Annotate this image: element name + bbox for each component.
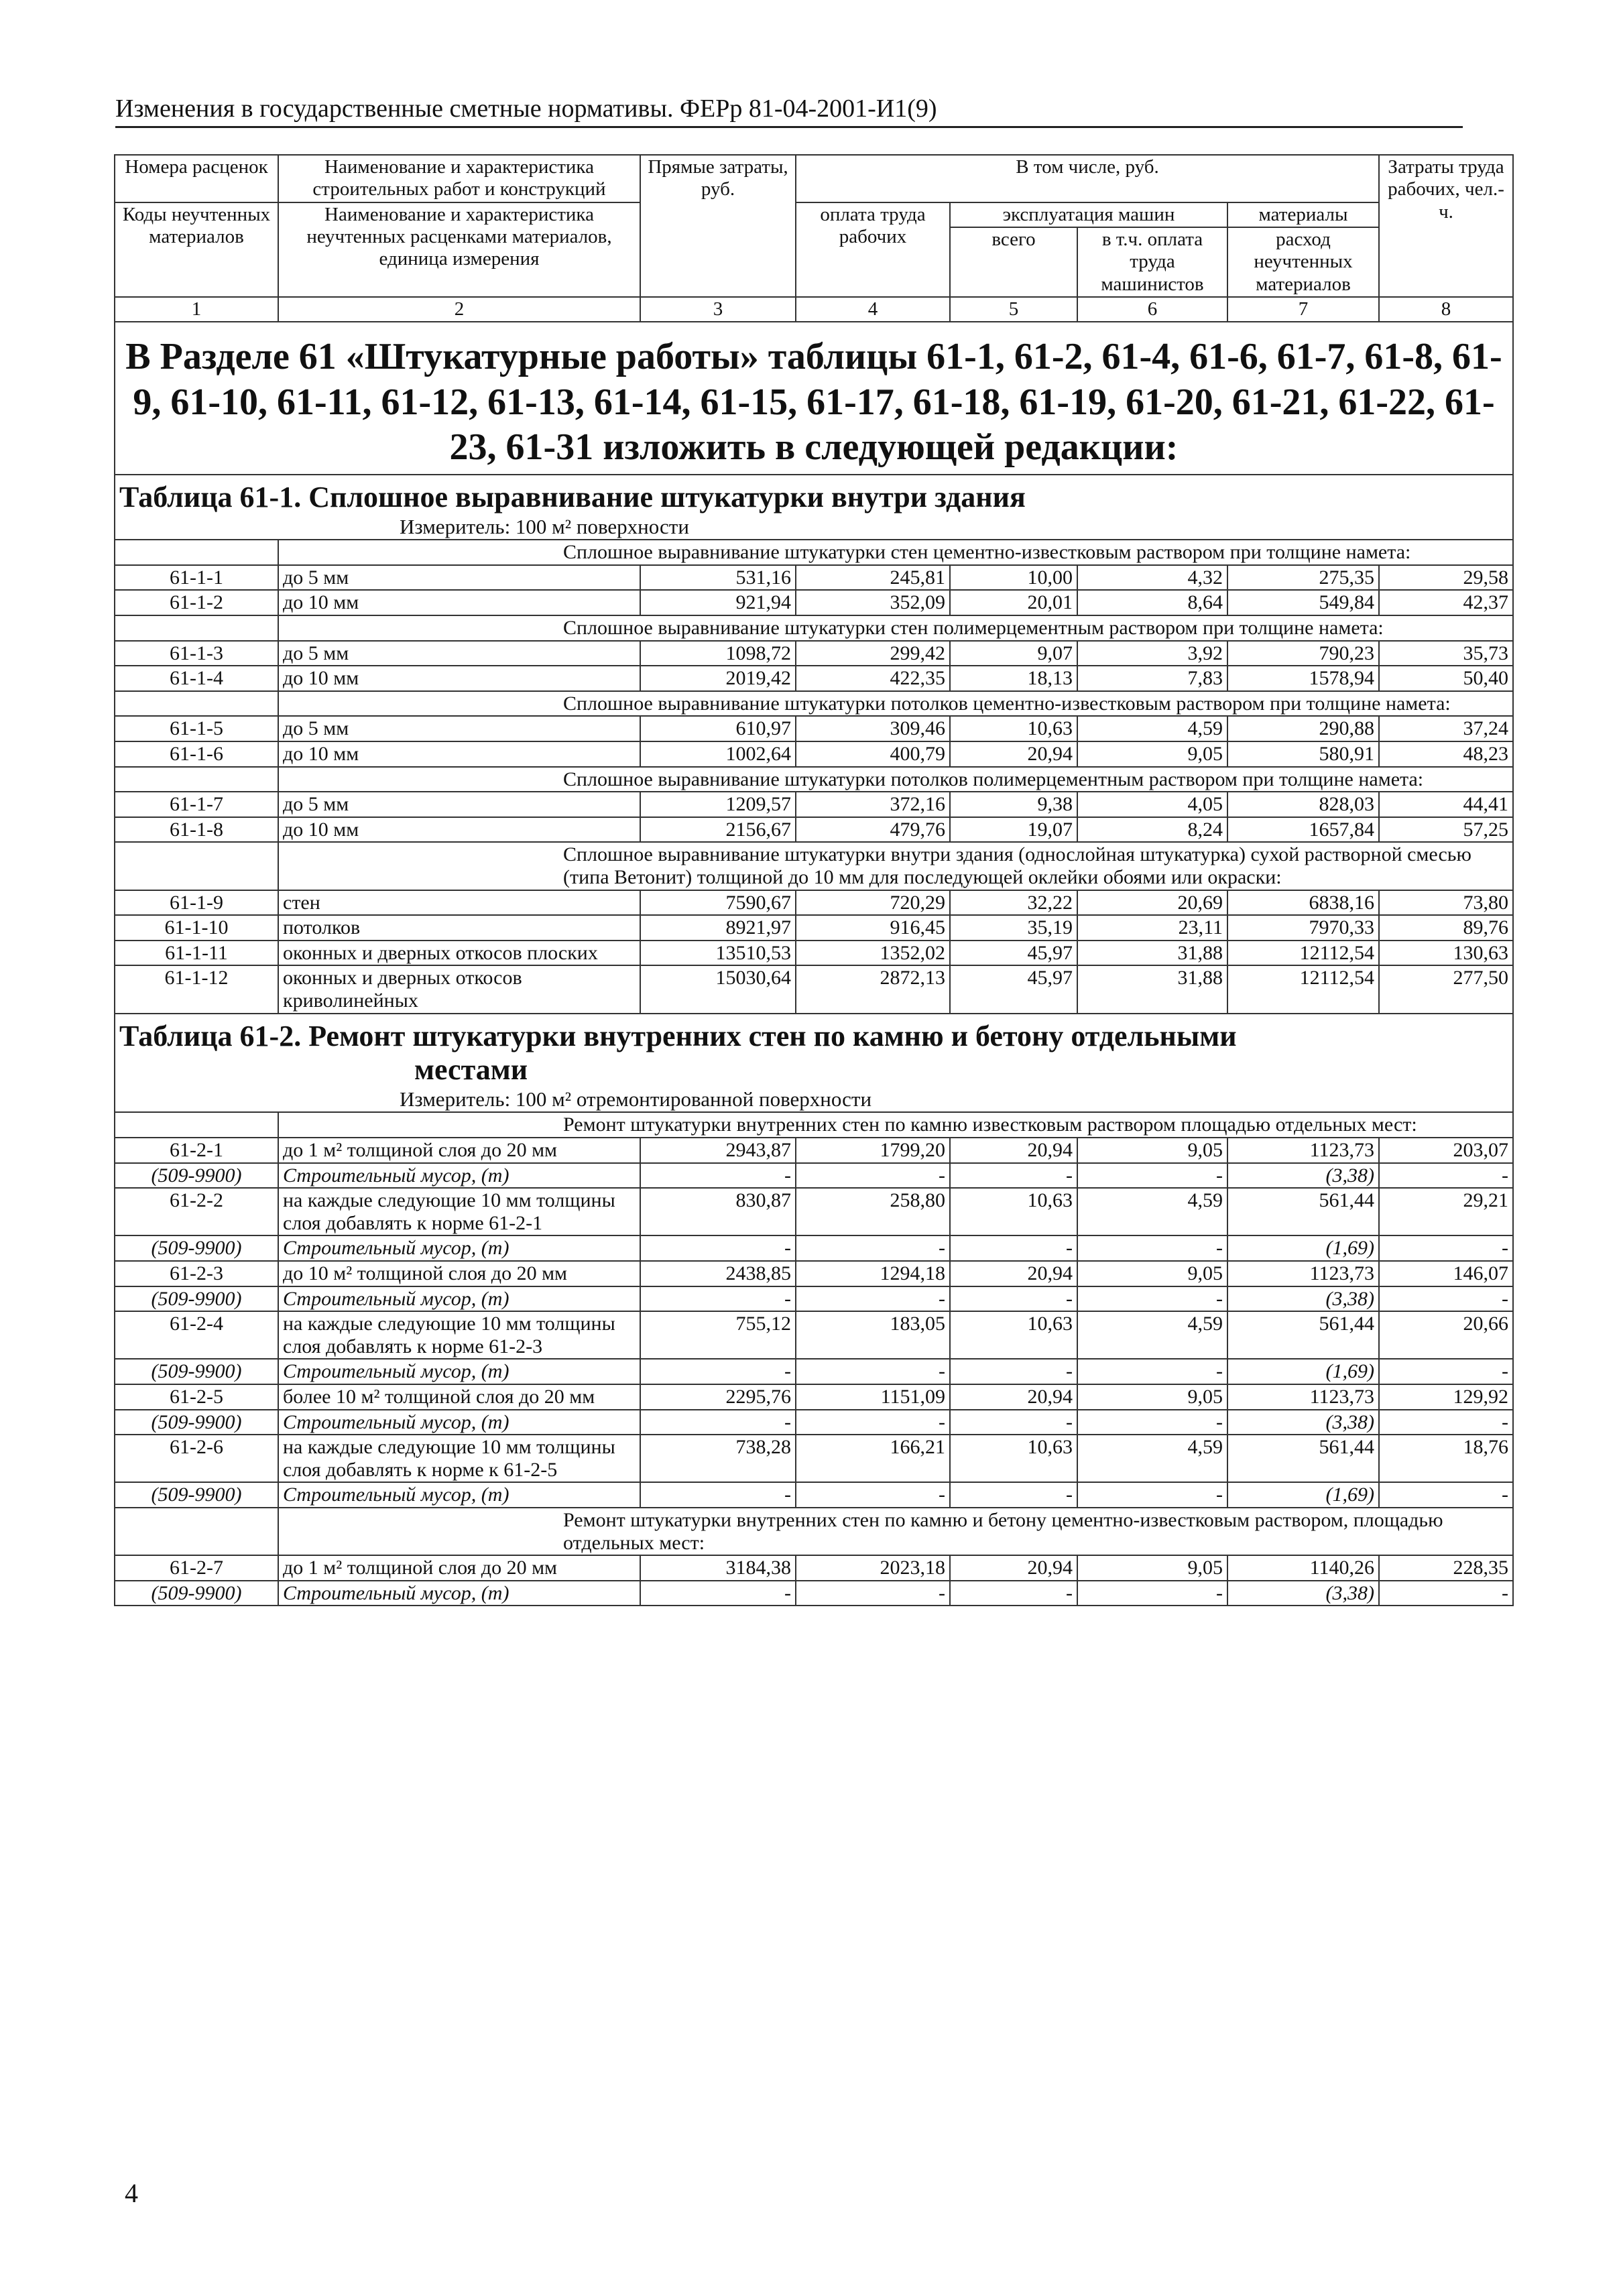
table-61-2-title [115, 1014, 1513, 1087]
value-c6: 4,59 [1077, 1311, 1227, 1359]
value-c4: 1352,02 [796, 941, 950, 966]
value-c3: 755,12 [640, 1311, 796, 1359]
work-name: до 5 мм [278, 565, 640, 591]
value-c4: 2023,18 [796, 1555, 950, 1581]
value-c8: 35,73 [1379, 641, 1513, 666]
table-row [115, 565, 1513, 591]
material-dash: - [640, 1235, 796, 1261]
value-c3: 2019,42 [640, 666, 796, 691]
material-dash: - [640, 1581, 796, 1606]
material-row [115, 1286, 1513, 1312]
rate-code: 61-1-5 [115, 716, 278, 741]
rate-code: 61-1-2 [115, 590, 278, 615]
material-dash: - [640, 1410, 796, 1435]
col-header-machinists-pay: в т.ч. оплата труда машинистов [1077, 227, 1227, 297]
value-c8: 277,50 [1379, 965, 1513, 1013]
table-row [115, 590, 1513, 615]
work-name: стен [278, 890, 640, 916]
value-c6: 7,83 [1077, 666, 1227, 691]
material-dash: - [1379, 1410, 1513, 1435]
rate-code: 61-2-4 [115, 1311, 278, 1359]
work-name: потолков [278, 915, 640, 941]
material-dash: - [1379, 1482, 1513, 1508]
value-c6: 8,64 [1077, 590, 1227, 615]
material-row [115, 1235, 1513, 1261]
work-name: до 5 мм [278, 716, 640, 741]
value-c4: 1799,20 [796, 1138, 950, 1163]
table-row [115, 965, 1513, 1013]
value-c3: 2438,85 [640, 1261, 796, 1286]
col-header-materials: материалы [1227, 202, 1379, 227]
value-c7: 1140,26 [1227, 1555, 1379, 1581]
col-num: 6 [1077, 297, 1227, 322]
material-quantity: (3,38) [1227, 1410, 1379, 1435]
table-61-2-measure: Измеритель: 100 м² отремонтированной поверхности [115, 1087, 1513, 1113]
value-c5: 20,94 [950, 1555, 1077, 1581]
material-dash: - [1379, 1235, 1513, 1261]
table-61-1-measure: Измеритель: 100 м² поверхности [115, 515, 1513, 540]
col-header-codes-bottom: Коды неучтенных материалов [115, 202, 278, 297]
material-name: Строительный мусор, (т) [278, 1163, 640, 1189]
value-c5: 10,63 [950, 716, 1077, 741]
work-name: на каждые следующие 10 мм толщины слоя добавлять к норме 61-2-3 [278, 1311, 640, 1359]
value-c5: 10,00 [950, 565, 1077, 591]
material-code: (509-9900) [115, 1581, 278, 1606]
work-name: до 10 мм [278, 590, 640, 615]
material-code: (509-9900) [115, 1235, 278, 1261]
norms-table [114, 154, 1514, 1606]
value-c8: 129,92 [1379, 1384, 1513, 1410]
group-spacer [115, 540, 278, 565]
col-header-name-top: Наименование и характеристика строительных работ и конструкций [278, 155, 640, 202]
rate-code: 61-2-2 [115, 1188, 278, 1235]
material-dash: - [796, 1163, 950, 1189]
value-c4: 166,21 [796, 1435, 950, 1482]
value-c4: 258,80 [796, 1188, 950, 1235]
value-c8: 42,37 [1379, 590, 1513, 615]
value-c3: 738,28 [640, 1435, 796, 1482]
col-num: 3 [640, 297, 796, 322]
material-dash: - [950, 1410, 1077, 1435]
rate-code: 61-2-1 [115, 1138, 278, 1163]
work-name: на каждые следующие 10 мм толщины слоя добавлять к норме 61-2-1 [278, 1188, 640, 1235]
value-c8: 44,41 [1379, 792, 1513, 817]
value-c4: 422,35 [796, 666, 950, 691]
material-dash: - [796, 1359, 950, 1384]
table-row [115, 890, 1513, 916]
material-name: Строительный мусор, (т) [278, 1286, 640, 1312]
value-c5: 19,07 [950, 817, 1077, 843]
col-header-codes-top: Номера расценок [115, 155, 278, 202]
table-row [115, 1138, 1513, 1163]
value-c6: 4,32 [1077, 565, 1227, 591]
rate-code: 61-1-6 [115, 741, 278, 767]
work-name: до 5 мм [278, 792, 640, 817]
material-row [115, 1359, 1513, 1384]
table-row [115, 1384, 1513, 1410]
value-c6: 3,92 [1077, 641, 1227, 666]
value-c3: 13510,53 [640, 941, 796, 966]
rate-code: 61-1-10 [115, 915, 278, 941]
value-c7: 561,44 [1227, 1188, 1379, 1235]
work-name: до 10 мм [278, 817, 640, 843]
material-dash: - [1077, 1410, 1227, 1435]
value-c4: 245,81 [796, 565, 950, 591]
section-title: В Разделе 61 «Штукатурные работы» таблицы 61-1, 61-2, 61-4, 61-6, 61-7, 61-8, 61-9, 61-10, 61-11, 61-12, 61-13, 61-14, 61-15, 61-17, 61-18, 61-19, 61-20, 61-21, 61-22, 61-23, 61-31 изложить в следующей редакции: [115, 322, 1513, 475]
document-header: Изменения в государственные сметные нормативы. ФЕРр 81-04-2001-И1(9) [115, 94, 1463, 128]
group-row [115, 1508, 1513, 1555]
material-row [115, 1482, 1513, 1508]
value-c5: 10,63 [950, 1188, 1077, 1235]
value-c4: 720,29 [796, 890, 950, 916]
material-code: (509-9900) [115, 1163, 278, 1189]
value-c7: 1123,73 [1227, 1384, 1379, 1410]
group-spacer [115, 1112, 278, 1138]
value-c8: 73,80 [1379, 890, 1513, 916]
work-name: до 5 мм [278, 641, 640, 666]
material-dash: - [640, 1482, 796, 1508]
material-dash: - [1077, 1359, 1227, 1384]
group-spacer [115, 1508, 278, 1555]
col-num: 5 [950, 297, 1077, 322]
table-row [115, 641, 1513, 666]
value-c7: 6838,16 [1227, 890, 1379, 916]
value-c3: 2295,76 [640, 1384, 796, 1410]
table-row [115, 741, 1513, 767]
rate-code: 61-1-4 [115, 666, 278, 691]
material-dash: - [796, 1235, 950, 1261]
value-c6: 9,05 [1077, 1555, 1227, 1581]
work-name: до 10 мм [278, 741, 640, 767]
value-c4: 916,45 [796, 915, 950, 941]
table-row [115, 792, 1513, 817]
material-dash: - [1077, 1163, 1227, 1189]
value-c7: 7970,33 [1227, 915, 1379, 941]
value-c5: 18,13 [950, 666, 1077, 691]
value-c6: 31,88 [1077, 965, 1227, 1013]
material-dash: - [1077, 1235, 1227, 1261]
material-code: (509-9900) [115, 1482, 278, 1508]
col-header-direct-costs: Прямые затраты, руб. [640, 155, 796, 297]
material-quantity: (3,38) [1227, 1286, 1379, 1312]
value-c4: 2872,13 [796, 965, 950, 1013]
value-c5: 20,94 [950, 1138, 1077, 1163]
material-name: Строительный мусор, (т) [278, 1359, 640, 1384]
value-c6: 31,88 [1077, 941, 1227, 966]
value-c4: 400,79 [796, 741, 950, 767]
table-row [115, 817, 1513, 843]
material-row [115, 1581, 1513, 1606]
material-dash: - [1379, 1359, 1513, 1384]
value-c8: 37,24 [1379, 716, 1513, 741]
material-dash: - [950, 1359, 1077, 1384]
value-c5: 10,63 [950, 1311, 1077, 1359]
material-quantity: (1,69) [1227, 1235, 1379, 1261]
col-header-including: В том числе, руб. [796, 155, 1379, 202]
group-row [115, 540, 1513, 565]
material-dash: - [950, 1286, 1077, 1312]
rate-code: 61-2-5 [115, 1384, 278, 1410]
value-c4: 372,16 [796, 792, 950, 817]
group-row [115, 767, 1513, 792]
value-c7: 828,03 [1227, 792, 1379, 817]
table-61-2-title-line1: Таблица 61-2. Ремонт штукатурки внутренних стен по камню и бетону отдельными [119, 1019, 1237, 1052]
value-c6: 9,05 [1077, 741, 1227, 767]
column-numbers-row [115, 297, 1513, 322]
value-c5: 20,94 [950, 1384, 1077, 1410]
material-dash: - [1379, 1163, 1513, 1189]
group-row [115, 691, 1513, 717]
value-c7: 1657,84 [1227, 817, 1379, 843]
work-name: до 10 м² толщиной слоя до 20 мм [278, 1261, 640, 1286]
value-c3: 8921,97 [640, 915, 796, 941]
value-c4: 183,05 [796, 1311, 950, 1359]
value-c8: 29,21 [1379, 1188, 1513, 1235]
rate-code: 61-1-9 [115, 890, 278, 916]
header-row [115, 155, 1513, 202]
rate-code: 61-1-11 [115, 941, 278, 966]
value-c5: 20,94 [950, 741, 1077, 767]
table-row [115, 1261, 1513, 1286]
value-c5: 10,63 [950, 1435, 1077, 1482]
col-header-machines: эксплуатация машин [950, 202, 1227, 227]
material-name: Строительный мусор, (т) [278, 1410, 640, 1435]
value-c5: 9,07 [950, 641, 1077, 666]
value-c6: 9,05 [1077, 1261, 1227, 1286]
value-c7: 790,23 [1227, 641, 1379, 666]
work-name: более 10 м² толщиной слоя до 20 мм [278, 1384, 640, 1410]
value-c8: 89,76 [1379, 915, 1513, 941]
value-c7: 12112,54 [1227, 965, 1379, 1013]
table-row [115, 666, 1513, 691]
material-code: (509-9900) [115, 1286, 278, 1312]
col-num: 4 [796, 297, 950, 322]
value-c3: 610,97 [640, 716, 796, 741]
value-c6: 9,05 [1077, 1384, 1227, 1410]
material-dash: - [1379, 1286, 1513, 1312]
material-name: Строительный мусор, (т) [278, 1581, 640, 1606]
material-dash: - [796, 1410, 950, 1435]
value-c6: 9,05 [1077, 1138, 1227, 1163]
material-dash: - [1379, 1581, 1513, 1606]
group-spacer [115, 842, 278, 890]
group-row [115, 615, 1513, 641]
table-61-2-title-line2: местами [414, 1053, 528, 1087]
col-header-unaccounted-materials: расход неучтенных материалов [1227, 227, 1379, 297]
table-row [115, 1555, 1513, 1581]
value-c3: 830,87 [640, 1188, 796, 1235]
table-row [115, 716, 1513, 741]
group-spacer [115, 767, 278, 792]
col-header-machines-total: всего [950, 227, 1077, 297]
group-label: Ремонт штукатурки внутренних стен по камню и бетону цементно-известковым раствором, площадью отдельных мест: [278, 1508, 1513, 1555]
value-c8: 29,58 [1379, 565, 1513, 591]
value-c8: 20,66 [1379, 1311, 1513, 1359]
value-c3: 2943,87 [640, 1138, 796, 1163]
value-c3: 1002,64 [640, 741, 796, 767]
value-c8: 48,23 [1379, 741, 1513, 767]
material-quantity: (1,69) [1227, 1482, 1379, 1508]
value-c3: 921,94 [640, 590, 796, 615]
value-c7: 1578,94 [1227, 666, 1379, 691]
material-dash: - [640, 1359, 796, 1384]
group-label: Сплошное выравнивание штукатурки внутри здания (однослойная штукатурка) сухой растворной смесью (типа Ветонит) толщиной до 10 мм для последующей оклейки обоями или окраски: [278, 842, 1513, 890]
value-c5: 45,97 [950, 941, 1077, 966]
value-c3: 2156,67 [640, 817, 796, 843]
col-header-worker-pay: оплата труда рабочих [796, 202, 950, 297]
col-num: 2 [278, 297, 640, 322]
table-row [115, 941, 1513, 966]
value-c8: 57,25 [1379, 817, 1513, 843]
value-c7: 12112,54 [1227, 941, 1379, 966]
material-dash: - [796, 1581, 950, 1606]
value-c4: 299,42 [796, 641, 950, 666]
work-name: до 10 мм [278, 666, 640, 691]
group-label: Сплошное выравнивание штукатурки потолков цементно-известковым раствором при толщине намета: [278, 691, 1513, 717]
rate-code: 61-1-1 [115, 565, 278, 591]
col-num: 7 [1227, 297, 1379, 322]
value-c4: 309,46 [796, 716, 950, 741]
value-c8: 203,07 [1379, 1138, 1513, 1163]
material-row [115, 1410, 1513, 1435]
value-c5: 20,94 [950, 1261, 1077, 1286]
value-c6: 4,59 [1077, 716, 1227, 741]
value-c7: 561,44 [1227, 1311, 1379, 1359]
value-c6: 20,69 [1077, 890, 1227, 916]
rate-code: 61-1-3 [115, 641, 278, 666]
material-name: Строительный мусор, (т) [278, 1482, 640, 1508]
value-c8: 228,35 [1379, 1555, 1513, 1581]
material-dash: - [1077, 1482, 1227, 1508]
table-row [115, 1435, 1513, 1482]
material-name: Строительный мусор, (т) [278, 1235, 640, 1261]
table-row [115, 1188, 1513, 1235]
value-c6: 8,24 [1077, 817, 1227, 843]
material-row [115, 1163, 1513, 1189]
value-c4: 352,09 [796, 590, 950, 615]
value-c5: 32,22 [950, 890, 1077, 916]
value-c7: 275,35 [1227, 565, 1379, 591]
value-c7: 549,84 [1227, 590, 1379, 615]
material-dash: - [950, 1581, 1077, 1606]
value-c8: 18,76 [1379, 1435, 1513, 1482]
group-spacer [115, 615, 278, 641]
work-name: до 1 м² толщиной слоя до 20 мм [278, 1555, 640, 1581]
group-label: Сплошное выравнивание штукатурки стен полимерцементным раствором при толщине намета: [278, 615, 1513, 641]
rate-code: 61-1-8 [115, 817, 278, 843]
group-label: Сплошное выравнивание штукатурки стен цементно-известковым раствором при толщине намета: [278, 540, 1513, 565]
group-label: Ремонт штукатурки внутренних стен по камню известковым раствором площадью отдельных мест: [278, 1112, 1513, 1138]
group-label: Сплошное выравнивание штукатурки потолков полимерцементным раствором при толщине намета: [278, 767, 1513, 792]
material-dash: - [796, 1482, 950, 1508]
material-dash: - [950, 1163, 1077, 1189]
value-c5: 45,97 [950, 965, 1077, 1013]
table-61-1-title: Таблица 61-1. Сплошное выравнивание штукатурки внутри здания [115, 475, 1513, 515]
group-row [115, 842, 1513, 890]
value-c7: 580,91 [1227, 741, 1379, 767]
value-c6: 4,59 [1077, 1188, 1227, 1235]
value-c4: 1294,18 [796, 1261, 950, 1286]
material-quantity: (1,69) [1227, 1359, 1379, 1384]
value-c7: 290,88 [1227, 716, 1379, 741]
material-code: (509-9900) [115, 1410, 278, 1435]
value-c8: 130,63 [1379, 941, 1513, 966]
value-c4: 1151,09 [796, 1384, 950, 1410]
value-c3: 15030,64 [640, 965, 796, 1013]
material-dash: - [950, 1235, 1077, 1261]
material-dash: - [1077, 1286, 1227, 1312]
col-header-name-bottom: Наименование и характеристика неучтенных расценками материалов, единица измерения [278, 202, 640, 297]
table-row [115, 915, 1513, 941]
value-c5: 35,19 [950, 915, 1077, 941]
value-c6: 4,05 [1077, 792, 1227, 817]
value-c3: 1209,57 [640, 792, 796, 817]
work-name: до 1 м² толщиной слоя до 20 мм [278, 1138, 640, 1163]
col-header-labor: Затраты труда рабочих, чел.-ч. [1379, 155, 1513, 297]
value-c3: 1098,72 [640, 641, 796, 666]
value-c6: 23,11 [1077, 915, 1227, 941]
value-c3: 7590,67 [640, 890, 796, 916]
value-c7: 561,44 [1227, 1435, 1379, 1482]
group-spacer [115, 691, 278, 717]
material-dash: - [796, 1286, 950, 1312]
group-row [115, 1112, 1513, 1138]
material-code: (509-9900) [115, 1359, 278, 1384]
rate-code: 61-1-7 [115, 792, 278, 817]
material-quantity: (3,38) [1227, 1581, 1379, 1606]
material-dash: - [640, 1163, 796, 1189]
work-name: оконных и дверных откосов криволинейных [278, 965, 640, 1013]
page-number: 4 [125, 2178, 138, 2208]
rate-code: 61-1-12 [115, 965, 278, 1013]
value-c5: 9,38 [950, 792, 1077, 817]
value-c7: 1123,73 [1227, 1261, 1379, 1286]
material-dash: - [950, 1482, 1077, 1508]
table-row [115, 1311, 1513, 1359]
rate-code: 61-2-3 [115, 1261, 278, 1286]
value-c3: 531,16 [640, 565, 796, 591]
material-dash: - [640, 1286, 796, 1312]
value-c8: 50,40 [1379, 666, 1513, 691]
col-num: 8 [1379, 297, 1513, 322]
material-quantity: (3,38) [1227, 1163, 1379, 1189]
work-name: оконных и дверных откосов плоских [278, 941, 640, 966]
work-name: на каждые следующие 10 мм толщины слоя добавлять к норме к 61-2-5 [278, 1435, 640, 1482]
value-c6: 4,59 [1077, 1435, 1227, 1482]
material-dash: - [1077, 1581, 1227, 1606]
rate-code: 61-2-7 [115, 1555, 278, 1581]
value-c8: 146,07 [1379, 1261, 1513, 1286]
value-c3: 3184,38 [640, 1555, 796, 1581]
col-num: 1 [115, 297, 278, 322]
value-c7: 1123,73 [1227, 1138, 1379, 1163]
value-c4: 479,76 [796, 817, 950, 843]
rate-code: 61-2-6 [115, 1435, 278, 1482]
value-c5: 20,01 [950, 590, 1077, 615]
